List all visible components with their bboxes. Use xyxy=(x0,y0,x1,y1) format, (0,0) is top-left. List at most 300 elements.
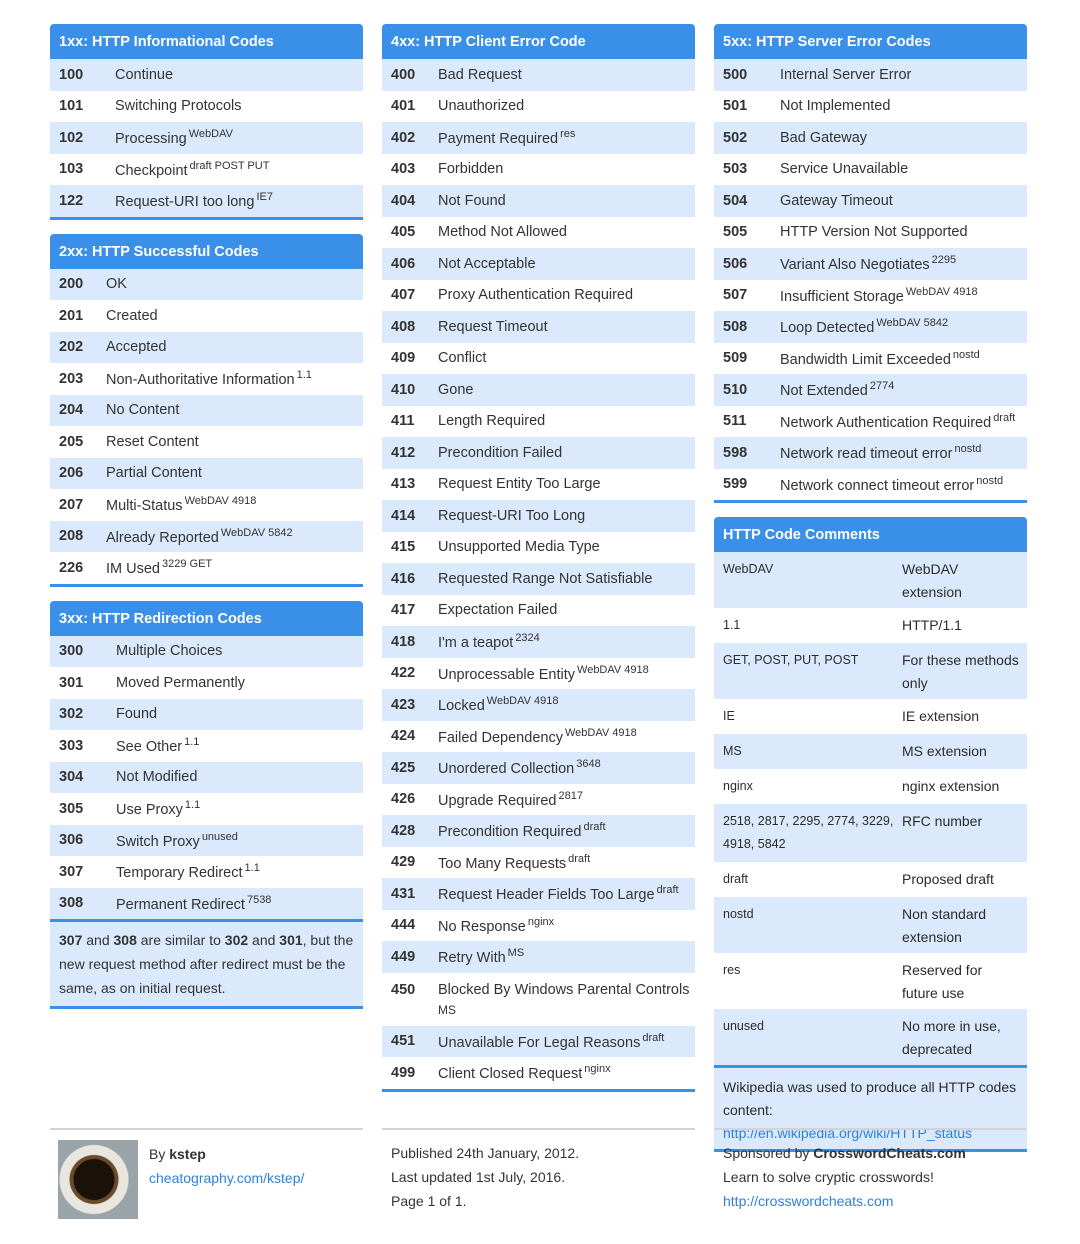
status-code: 102 xyxy=(59,129,84,146)
status-annotation: nostd xyxy=(954,443,982,456)
status-description xyxy=(106,465,363,481)
comment-row xyxy=(714,552,1027,608)
status-description xyxy=(438,695,695,714)
status-description xyxy=(780,317,1027,336)
column-1 xyxy=(50,24,363,1023)
status-description xyxy=(438,821,695,840)
status-text: Temporary Redirect xyxy=(116,865,243,882)
status-annotation: 3648 xyxy=(576,758,601,771)
status-annotation: draft POST PUT xyxy=(189,159,270,172)
status-annotation: draft xyxy=(642,1031,665,1044)
status-text: Permanent Redirect xyxy=(116,896,245,913)
code-row xyxy=(50,458,363,490)
avatar xyxy=(58,1140,138,1219)
code-row xyxy=(382,658,695,690)
code-row xyxy=(50,793,363,825)
status-description xyxy=(115,191,363,210)
successful-codes-list xyxy=(50,269,363,587)
status-description xyxy=(438,916,695,935)
successful-codes-title: 2xx: HTTP Successful Codes xyxy=(50,234,363,269)
comment-value: IE extension xyxy=(902,708,980,724)
sponsor-name: CrosswordCheats.com xyxy=(813,1145,966,1161)
code-row xyxy=(382,973,695,1026)
status-annotation: draft xyxy=(583,821,606,834)
status-code: 206 xyxy=(59,465,84,482)
status-code: 416 xyxy=(391,570,416,587)
status-text: Precondition Required xyxy=(438,824,582,841)
code-row xyxy=(382,1057,695,1089)
code-row xyxy=(382,217,695,249)
status-description xyxy=(438,947,695,966)
status-description xyxy=(106,276,363,292)
status-code: 599 xyxy=(723,476,748,493)
status-description xyxy=(438,790,695,809)
status-annotation: nostd xyxy=(976,474,1004,487)
comment-row xyxy=(714,643,1027,699)
status-text: Locked xyxy=(438,698,485,715)
status-text: Gone xyxy=(438,381,474,398)
status-description xyxy=(116,706,363,722)
code-row xyxy=(50,300,363,332)
status-description xyxy=(106,495,363,514)
status-description xyxy=(780,193,1027,209)
status-text: Variant Also Negotiates xyxy=(780,257,930,274)
status-description xyxy=(438,445,695,461)
status-text: Processing xyxy=(115,131,187,148)
code-row xyxy=(50,489,363,521)
code-row xyxy=(382,941,695,973)
status-text: Unprocessable Entity xyxy=(438,666,576,683)
status-text: Continue xyxy=(115,66,174,83)
comment-value: For these methods only xyxy=(902,652,1019,691)
status-description xyxy=(780,412,1027,431)
informational-codes-title: 1xx: HTTP Informational Codes xyxy=(50,24,363,59)
status-annotation: 1.1 xyxy=(296,369,312,382)
status-text: Not Acceptable xyxy=(438,255,536,272)
code-row xyxy=(382,815,695,847)
note-text: , but the new request method after redirect must be the same, as on initial request. xyxy=(59,932,354,996)
author-link[interactable]: cheatography.com/kstep/ xyxy=(149,1170,305,1186)
status-annotation: WebDAV 4918 xyxy=(564,726,637,739)
status-text: Multiple Choices xyxy=(116,643,223,660)
status-description xyxy=(438,664,695,683)
status-description xyxy=(438,98,695,114)
informational-codes-list xyxy=(50,59,363,220)
column-3 xyxy=(714,24,1027,1166)
sponsor-link[interactable]: http://crosswordcheats.com xyxy=(723,1193,894,1209)
status-code: 412 xyxy=(391,444,416,461)
code-row xyxy=(50,667,363,699)
status-description xyxy=(780,161,1027,177)
status-description xyxy=(438,161,695,177)
comment-row xyxy=(714,862,1027,897)
status-code: 200 xyxy=(59,276,84,293)
redirection-note xyxy=(50,919,363,1009)
informational-codes-box xyxy=(50,24,363,220)
server-error-codes-box xyxy=(714,24,1027,503)
code-row xyxy=(714,469,1027,501)
status-text: Accepted xyxy=(106,339,167,356)
status-annotation: unused xyxy=(201,830,238,843)
comment-row xyxy=(714,769,1027,804)
status-annotation: 3229 GET xyxy=(162,558,213,571)
status-text: Bad Request xyxy=(438,66,522,83)
status-annotation: 1.1 xyxy=(184,799,201,812)
code-row xyxy=(382,563,695,595)
status-code: 444 xyxy=(391,917,416,934)
note-text: are similar to xyxy=(136,932,225,948)
status-description xyxy=(438,128,695,147)
client-error-codes-list xyxy=(382,59,695,1092)
status-description xyxy=(116,769,363,785)
code-row xyxy=(382,500,695,532)
status-text: Too Many Requests xyxy=(438,855,567,872)
note-text: and xyxy=(82,932,114,948)
code-row xyxy=(382,721,695,753)
code-row xyxy=(382,280,695,312)
note-code-308: 308 xyxy=(113,932,137,948)
wikipedia-note-text: Wikipedia was used to produce all HTTP codes content: xyxy=(723,1079,1017,1118)
status-text: Multi-Status xyxy=(106,498,183,515)
status-code: 208 xyxy=(59,528,84,545)
status-code: 202 xyxy=(59,339,84,356)
status-code: 417 xyxy=(391,602,416,619)
status-text: Request Entity Too Large xyxy=(438,476,601,493)
status-text: Unordered Collection xyxy=(438,761,575,778)
redirection-codes-list xyxy=(50,636,363,920)
status-description xyxy=(116,799,363,818)
wikipedia-link[interactable]: http://en.wikipedia.org/wiki/HTTP_status xyxy=(723,1125,972,1141)
status-code: 510 xyxy=(723,381,748,398)
status-annotation: 7538 xyxy=(246,893,272,906)
code-row xyxy=(382,878,695,910)
status-code: 501 xyxy=(723,98,748,115)
status-text: Not Extended xyxy=(780,383,868,400)
code-row xyxy=(50,888,363,920)
status-description xyxy=(438,1063,695,1082)
code-row xyxy=(714,217,1027,249)
status-annotation: WebDAV xyxy=(188,128,233,141)
status-description xyxy=(780,224,1027,240)
code-row xyxy=(50,730,363,762)
status-annotation: MS xyxy=(438,1002,456,1017)
status-text: Switch Proxy xyxy=(116,833,200,850)
status-text: Gateway Timeout xyxy=(780,192,893,209)
status-description xyxy=(780,380,1027,399)
status-annotation: 1.1 xyxy=(184,736,200,749)
status-code: 503 xyxy=(723,161,748,178)
status-description xyxy=(438,853,695,872)
comment-key: nginx xyxy=(723,779,753,793)
status-code: 400 xyxy=(391,66,416,83)
status-text: Not Implemented xyxy=(780,98,891,115)
comment-value: nginx extension xyxy=(902,778,1000,794)
comment-value: RFC number xyxy=(902,813,983,829)
code-row xyxy=(382,154,695,186)
status-text: Unsupported Media Type xyxy=(438,539,600,556)
code-row xyxy=(50,59,363,91)
comment-value: Reserved for future use xyxy=(902,962,983,1001)
status-text: Created xyxy=(106,307,158,324)
code-row xyxy=(382,311,695,343)
footer-author xyxy=(50,1128,363,1186)
status-code: 418 xyxy=(391,633,416,650)
status-code: 505 xyxy=(723,224,748,241)
status-code: 511 xyxy=(723,413,747,430)
code-row xyxy=(50,699,363,731)
successful-codes-box xyxy=(50,234,363,587)
status-description xyxy=(116,831,363,850)
comment-key: WebDAV xyxy=(723,562,774,576)
status-text: Request Timeout xyxy=(438,318,548,335)
status-description xyxy=(438,350,695,366)
comment-key: unused xyxy=(723,1019,765,1033)
comment-value: No more in use, deprecated xyxy=(902,1018,1001,1057)
comment-key: nostd xyxy=(723,907,754,921)
status-description xyxy=(438,973,695,1020)
client-error-codes-box xyxy=(382,24,695,1092)
code-row xyxy=(382,469,695,501)
code-row xyxy=(50,185,363,217)
status-description xyxy=(438,758,695,777)
code-row xyxy=(50,552,363,584)
status-description xyxy=(780,130,1027,146)
status-text: See Other xyxy=(116,739,183,756)
comment-value: MS extension xyxy=(902,743,987,759)
status-text: HTTP Version Not Supported xyxy=(780,224,968,241)
status-annotation: draft xyxy=(656,884,679,897)
status-code: 402 xyxy=(391,129,416,146)
code-row xyxy=(50,363,363,395)
code-row xyxy=(50,122,363,154)
status-code: 426 xyxy=(391,791,416,808)
status-text: Loop Detected xyxy=(780,320,875,337)
code-row xyxy=(382,689,695,721)
status-code: 502 xyxy=(723,129,748,146)
code-row xyxy=(382,910,695,942)
server-error-codes-title: 5xx: HTTP Server Error Codes xyxy=(714,24,1027,59)
status-code: 207 xyxy=(59,496,84,513)
status-text: Request-URI Too Long xyxy=(438,507,586,524)
status-text: Already Reported xyxy=(106,529,219,546)
status-code: 507 xyxy=(723,287,748,304)
status-description xyxy=(115,67,363,83)
status-code: 301 xyxy=(59,674,84,691)
code-row xyxy=(714,248,1027,280)
status-code: 509 xyxy=(723,350,748,367)
code-row xyxy=(382,437,695,469)
status-code: 300 xyxy=(59,643,84,660)
status-annotation: WebDAV 4918 xyxy=(486,695,559,708)
status-text: Bandwidth Limit Exceeded xyxy=(780,351,951,368)
status-description xyxy=(438,319,695,335)
status-code: 205 xyxy=(59,433,84,450)
status-code: 201 xyxy=(59,307,84,324)
status-description xyxy=(438,382,695,398)
comment-value: HTTP/1.1 xyxy=(902,617,962,633)
code-row xyxy=(50,426,363,458)
footer-sponsor xyxy=(714,1128,1027,1213)
code-row xyxy=(382,626,695,658)
note-code-307: 307 xyxy=(59,932,83,948)
status-annotation: 1.1 xyxy=(244,862,260,875)
status-code: 422 xyxy=(391,665,416,682)
code-row xyxy=(382,784,695,816)
code-row xyxy=(714,280,1027,312)
status-text: Requested Range Not Satisfiable xyxy=(438,570,653,587)
status-annotation: draft xyxy=(993,411,1016,424)
status-code: 506 xyxy=(723,255,748,272)
status-description xyxy=(780,98,1027,114)
status-text: Precondition Failed xyxy=(438,444,563,461)
redirection-codes-box xyxy=(50,601,363,1010)
code-row xyxy=(50,521,363,553)
code-row xyxy=(714,437,1027,469)
status-text: Network Authentication Required xyxy=(780,414,992,431)
status-description xyxy=(780,475,1027,494)
status-code: 451 xyxy=(391,1033,416,1050)
status-description xyxy=(106,339,363,355)
status-description xyxy=(438,602,695,618)
status-code: 414 xyxy=(391,507,416,524)
sponsor-prefix: Sponsored by xyxy=(723,1145,814,1161)
status-text: Unauthorized xyxy=(438,98,525,115)
comment-value: Proposed draft xyxy=(902,871,994,887)
status-text: Upgrade Required xyxy=(438,792,557,809)
status-text: Switching Protocols xyxy=(115,98,242,115)
code-row xyxy=(50,825,363,857)
code-row xyxy=(382,185,695,217)
status-description xyxy=(438,67,695,83)
author-prefix: By xyxy=(149,1146,170,1162)
status-annotation: WebDAV 5842 xyxy=(220,526,293,539)
code-comments-title: HTTP Code Comments xyxy=(714,517,1027,552)
comment-row xyxy=(714,897,1027,953)
redirection-codes-title: 3xx: HTTP Redirection Codes xyxy=(50,601,363,636)
code-row xyxy=(50,762,363,794)
status-annotation: MS xyxy=(507,947,525,960)
sponsor-tagline: Learn to solve cryptic crosswords! xyxy=(723,1169,934,1185)
status-code: 226 xyxy=(59,559,84,576)
status-text: Checkpoint xyxy=(115,162,188,179)
status-text: No Content xyxy=(106,402,180,419)
status-text: Bad Gateway xyxy=(780,129,868,146)
status-text: Insufficient Storage xyxy=(780,288,904,305)
footer-dates xyxy=(382,1128,695,1213)
status-description xyxy=(438,539,695,555)
status-description xyxy=(438,632,695,651)
status-code: 308 xyxy=(59,895,84,912)
status-description xyxy=(438,571,695,587)
note-code-301: 301 xyxy=(279,932,303,948)
status-description xyxy=(106,527,363,546)
status-annotation: draft xyxy=(568,852,591,865)
status-code: 401 xyxy=(391,98,416,115)
status-description xyxy=(106,402,363,418)
code-row xyxy=(382,59,695,91)
code-row xyxy=(382,406,695,438)
status-code: 406 xyxy=(391,255,416,272)
status-text: Method Not Allowed xyxy=(438,224,567,241)
status-description xyxy=(115,128,363,147)
status-code: 449 xyxy=(391,948,416,965)
comment-row xyxy=(714,608,1027,643)
status-code: 598 xyxy=(723,444,748,461)
status-code: 500 xyxy=(723,66,748,83)
published-date: Published 24th January, 2012. xyxy=(391,1145,580,1161)
status-text: Use Proxy xyxy=(116,802,183,819)
status-text: Internal Server Error xyxy=(780,66,912,83)
status-code: 508 xyxy=(723,318,748,335)
code-comments-list xyxy=(714,552,1027,1065)
status-description xyxy=(116,894,363,913)
comment-row xyxy=(714,734,1027,769)
status-text: Not Modified xyxy=(116,769,198,786)
client-error-codes-title: 4xx: HTTP Client Error Code xyxy=(382,24,695,59)
status-text: No Response xyxy=(438,918,526,935)
status-annotation: 2324 xyxy=(515,632,540,645)
column-2 xyxy=(382,24,695,1106)
status-description xyxy=(438,508,695,524)
status-description xyxy=(780,254,1027,273)
code-row xyxy=(714,154,1027,186)
status-description xyxy=(438,224,695,240)
status-description xyxy=(438,413,695,429)
status-text: Client Closed Request xyxy=(438,1066,583,1083)
status-text: Failed Dependency xyxy=(438,729,563,746)
status-text: Network connect timeout error xyxy=(780,477,975,494)
code-row xyxy=(382,1026,695,1058)
status-code: 204 xyxy=(59,402,84,419)
status-description xyxy=(116,862,363,881)
comment-key: IE xyxy=(723,709,735,723)
status-annotation: WebDAV 5842 xyxy=(876,317,949,330)
status-annotation: WebDAV 4918 xyxy=(905,285,978,298)
status-annotation: 2774 xyxy=(869,380,895,393)
status-text: Moved Permanently xyxy=(116,674,245,691)
status-code: 428 xyxy=(391,822,416,839)
status-code: 100 xyxy=(59,66,84,83)
status-code: 303 xyxy=(59,737,84,754)
code-row xyxy=(50,395,363,427)
code-row xyxy=(714,59,1027,91)
code-row xyxy=(382,374,695,406)
code-row xyxy=(50,154,363,186)
status-text: Service Unavailable xyxy=(780,161,909,178)
updated-date: Last updated 1st July, 2016. xyxy=(391,1169,566,1185)
comment-key: GET, POST, PUT, POST xyxy=(723,653,859,667)
code-comments-box xyxy=(714,517,1027,1152)
author-name: kstep xyxy=(169,1146,206,1162)
page-number: Page 1 of 1. xyxy=(391,1193,467,1209)
status-code: 305 xyxy=(59,800,84,817)
status-annotation: nostd xyxy=(952,348,980,361)
code-row xyxy=(50,91,363,123)
code-row xyxy=(50,332,363,364)
code-row xyxy=(382,752,695,784)
comment-key: MS xyxy=(723,744,742,758)
code-row xyxy=(714,406,1027,438)
status-description xyxy=(115,160,363,179)
status-code: 307 xyxy=(59,863,84,880)
status-annotation: nginx xyxy=(527,915,555,928)
code-row xyxy=(714,91,1027,123)
status-description xyxy=(106,369,363,388)
status-description xyxy=(115,98,363,114)
status-text: Request-URI too long xyxy=(115,194,255,211)
comment-key: 2518, 2817, 2295, 2774, 3229, 4918, 5842 xyxy=(723,814,894,851)
status-code: 424 xyxy=(391,728,416,745)
